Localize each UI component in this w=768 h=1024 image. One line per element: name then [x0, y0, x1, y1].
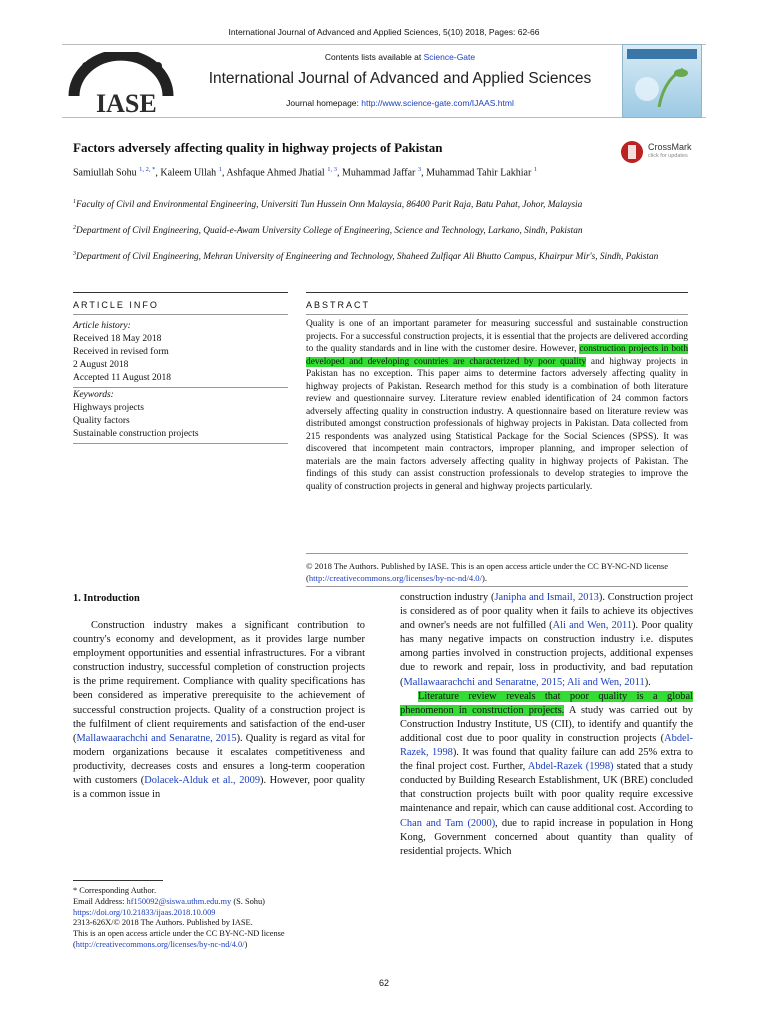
citation-link[interactable]: Janipha and Ismail, 2013: [494, 592, 599, 603]
intro-left-column: Construction industry makes a significant contribution to country's economy and development, as it provides large number employment opportunities and essential infrastructures. For a vibrant construction industry, successful completion of construction projects is the prime requirement. Compliance with quality specifications has been considered as imperative prerequisite to the achievement of successful construction projects. Quality of a construction project is the fulfilment of client requirements and satisfaction of the end-user (Mallawaarachchi and Senaratne, 2015). Quality is regard as vital for modern organizations because it escalates competitiveness and productivity, decreases costs and ensures a long-term cooperation with customers (Dolacek-Alduk et al., 2009). However, poor quality is a common issue in: [73, 620, 365, 801]
affiliation: $^3$Department of Civil Engineering, Mehran University of Engineering and Technology, Shaheed Zulfiqar Ali Bhutto Campus, Khairpur Mir's, Sindh, Pakistan: [73, 251, 659, 263]
paper-title: Factors adversely affecting quality in highway projects of Pakistan: [73, 140, 443, 155]
divider: [306, 553, 688, 554]
oa-link-line: (http://creativecommons.org/licenses/by-nc-nd/4.0/): [73, 939, 248, 949]
affiliation: $^2$Department of Civil Engineering, Quaid-e-Awam University College of Engineering, Science and Technology, Larkano, Sindh, Pakistan: [73, 225, 583, 237]
author-list: Samiullah Sohu $^{1, 2, *}$, Kaleem Ullah $^1$, Ashfaque Ahmed Jhatial $^{1, 3}$, Muhammad Jaffar $^3$, Muhammad Tahir Lakhiar $^1$: [73, 166, 538, 179]
author-name: , Muhammad Tahir Lakhiar: [421, 167, 534, 179]
iase-logo: [66, 52, 176, 118]
author-name: , Ashfaque Ahmed Jhatial: [221, 167, 328, 179]
issn-line: 2313-626X/© 2018 The Authors. Published by IASE.: [73, 918, 253, 928]
paragraph: Literature review reveals that poor quality is a global phenomenon in construction projects. A study was carried out by Construction Industry Institute, US (CII), to identify and quantify the additional cost due to poor quality in construction projects (Abdel-Razek, 1998). It was found that quality failure can add 25% extra to the final project cost. Further, Abdel-Razek (1998) stated that a study conducted by Building Research Establishment, UK (BRE) concluded that construction projects built with poor quality require excessive maintenance and repair, which can cause additional cost. According to Chan and Tam (2000), due to rapid increase in population in Hong Kong, Government concerned about quantity than quality of residential projects. Which: [400, 690, 694, 857]
logo-text: IASE: [96, 89, 157, 118]
accepted-date: Accepted 11 August 2018: [73, 373, 172, 383]
citation-link[interactable]: Ali and Wen, 2011: [552, 620, 633, 632]
keywords-label: Keywords:: [73, 390, 114, 400]
license-link[interactable]: http://creativecommons.org/licenses/by-nc-nd/4.0/: [308, 572, 482, 583]
divider: [73, 292, 288, 293]
footnote-rule: [73, 880, 163, 881]
revised-date: 2 August 2018: [73, 360, 129, 370]
crossmark-badge[interactable]: [620, 138, 702, 166]
crossmark-sub: click for updates: [648, 153, 688, 159]
citation-link[interactable]: Abdel-Razek (1998): [527, 761, 614, 773]
page-number: 62: [378, 978, 389, 988]
history-label: Article history:: [73, 321, 131, 331]
corresponding-author: * Corresponding Author.: [73, 886, 157, 895]
abstract-highlight: construction projects in both developed and developing countries are characterized by poor quality: [306, 344, 689, 367]
email-line: Email Address: hf150092@siswa.uthm.edu.my (S. Sohu): [73, 896, 265, 906]
science-gate-link[interactable]: Science-Gate: [423, 52, 476, 62]
abstract-license: © 2018 The Authors. Published by IASE. This is an open access article under the CC BY-NC-ND license (http://creativecommons.org/licenses/by-nc-nd/4.0/).: [306, 561, 669, 583]
citation-link[interactable]: Mallawaarachchi and Senaratne, 2015: [76, 732, 237, 744]
doi-link[interactable]: https://doi.org/10.21833/ijaas.2018.10.009: [73, 907, 216, 917]
affiliation: $^1$Faculty of Civil and Environmental Engineering, Universiti Tun Hussein Onn Malaysia, 86400 Parit Raja, Batu Pahat, Johor, Malaysia: [73, 199, 583, 211]
received-date: Received 18 May 2018: [73, 334, 162, 344]
oa-line: This is an open access article under the CC BY-NC-ND license: [73, 929, 285, 939]
keyword: Highways projects: [73, 403, 144, 413]
citation-link[interactable]: Mallawaarachchi and Senaratne, 2015; Ali and Wen, 2011: [403, 676, 645, 688]
divider: [73, 387, 288, 388]
journal-title: International Journal of Advanced and Applied Sciences: [208, 70, 592, 87]
homepage-link[interactable]: http://www.science-gate.com/IJAAS.html: [361, 98, 514, 108]
citation-link[interactable]: Dolacek-Alduk et al., 2009: [144, 775, 261, 787]
divider: [73, 443, 288, 444]
abstract-heading: ABSTRACT: [306, 300, 371, 310]
journal-cover-image: [622, 44, 702, 118]
intro-highlight: Literature review reveals that poor quality is a global phenomenon in construction projects.: [400, 690, 693, 716]
keyword: Sustainable construction projects: [73, 429, 199, 439]
keywords-block: [73, 389, 288, 441]
intro-right-column: [400, 591, 693, 859]
article-info-heading: ARTICLE INFO: [73, 300, 159, 310]
email-link[interactable]: hf150092@siswa.uthm.edu.my: [126, 896, 232, 906]
citation-link[interactable]: Abdel-Razek, 1998: [400, 732, 693, 759]
author-name: , Kaleem Ullah: [155, 167, 219, 179]
footnote: [73, 886, 373, 951]
citation-link[interactable]: Chan and Tam (2000): [400, 817, 496, 829]
divider: [73, 314, 288, 315]
revised-label: Received in revised form: [73, 347, 169, 357]
paragraph: construction industry (Janipha and Ismail, 2013). Construction project is considered as of poor quality when it fails to achieve its objectives and owner's needs are not fulfilled (Ali and Wen, 2011). Poor quality has many negative impacts on construction industry i.e. disputes among parties involved in construction projects, additional expenses due to rework and repair, loss in productivity, and bad reputation (Mallawaarachchi and Senaratne, 2015; Ali and Wen, 2011).: [400, 592, 693, 688]
abstract-body: Quality is one of an important parameter for measuring successful and sustainable construction projects. For a successful construction projects, it is essential that the projects are delivered according to the quality standards and in line with the customer desire. However, construction projects in both developed and developing countries are characterized by poor quality and highway projects in Pakistan has no exception. This paper aims to determine factors adversely affecting quality in highway projects of Pakistan. Research method for this study is a combination of both literature review and questionnaire survey. Literature review enabled identification of 24 common factors adversely affecting quality in construction industry. A questionnaire based on literature review was distributed amongst construction professionals of highway projects in Pakistan. Data collected from 215 respondents was analyzed using Statistical Package for the Social Sciences (SPSS). It was discovered that incompetent main contractors, improper planning, and improper selection of materials are the main factors adversely affecting quality in highway projects of Pakistan. The findings of this study can assist construction professionals to develop strategies to improve the quality of construction projects in general and highway projects particularly.: [306, 319, 689, 492]
author-name: , Muhammad Jaffar: [336, 167, 418, 179]
article-history: [73, 320, 288, 385]
contents-line: Contents lists available at Science-Gate: [324, 52, 476, 62]
crossmark-label: CrossMark: [648, 142, 692, 152]
homepage-line: Journal homepage: http://www.science-gate.com/IJAAS.html: [286, 98, 514, 108]
author-name: Samiullah Sohu: [73, 167, 140, 179]
divider: [306, 314, 688, 315]
keyword: Quality factors: [73, 416, 130, 426]
oa-license-link[interactable]: http://creativecommons.org/licenses/by-nc-nd/4.0/: [75, 939, 245, 949]
divider: [306, 586, 688, 587]
section-heading: 1. Introduction: [73, 593, 140, 604]
running-header: International Journal of Advanced and Applied Sciences, 5(10) 2018, Pages: 62-66: [228, 27, 540, 37]
divider: [306, 292, 688, 293]
